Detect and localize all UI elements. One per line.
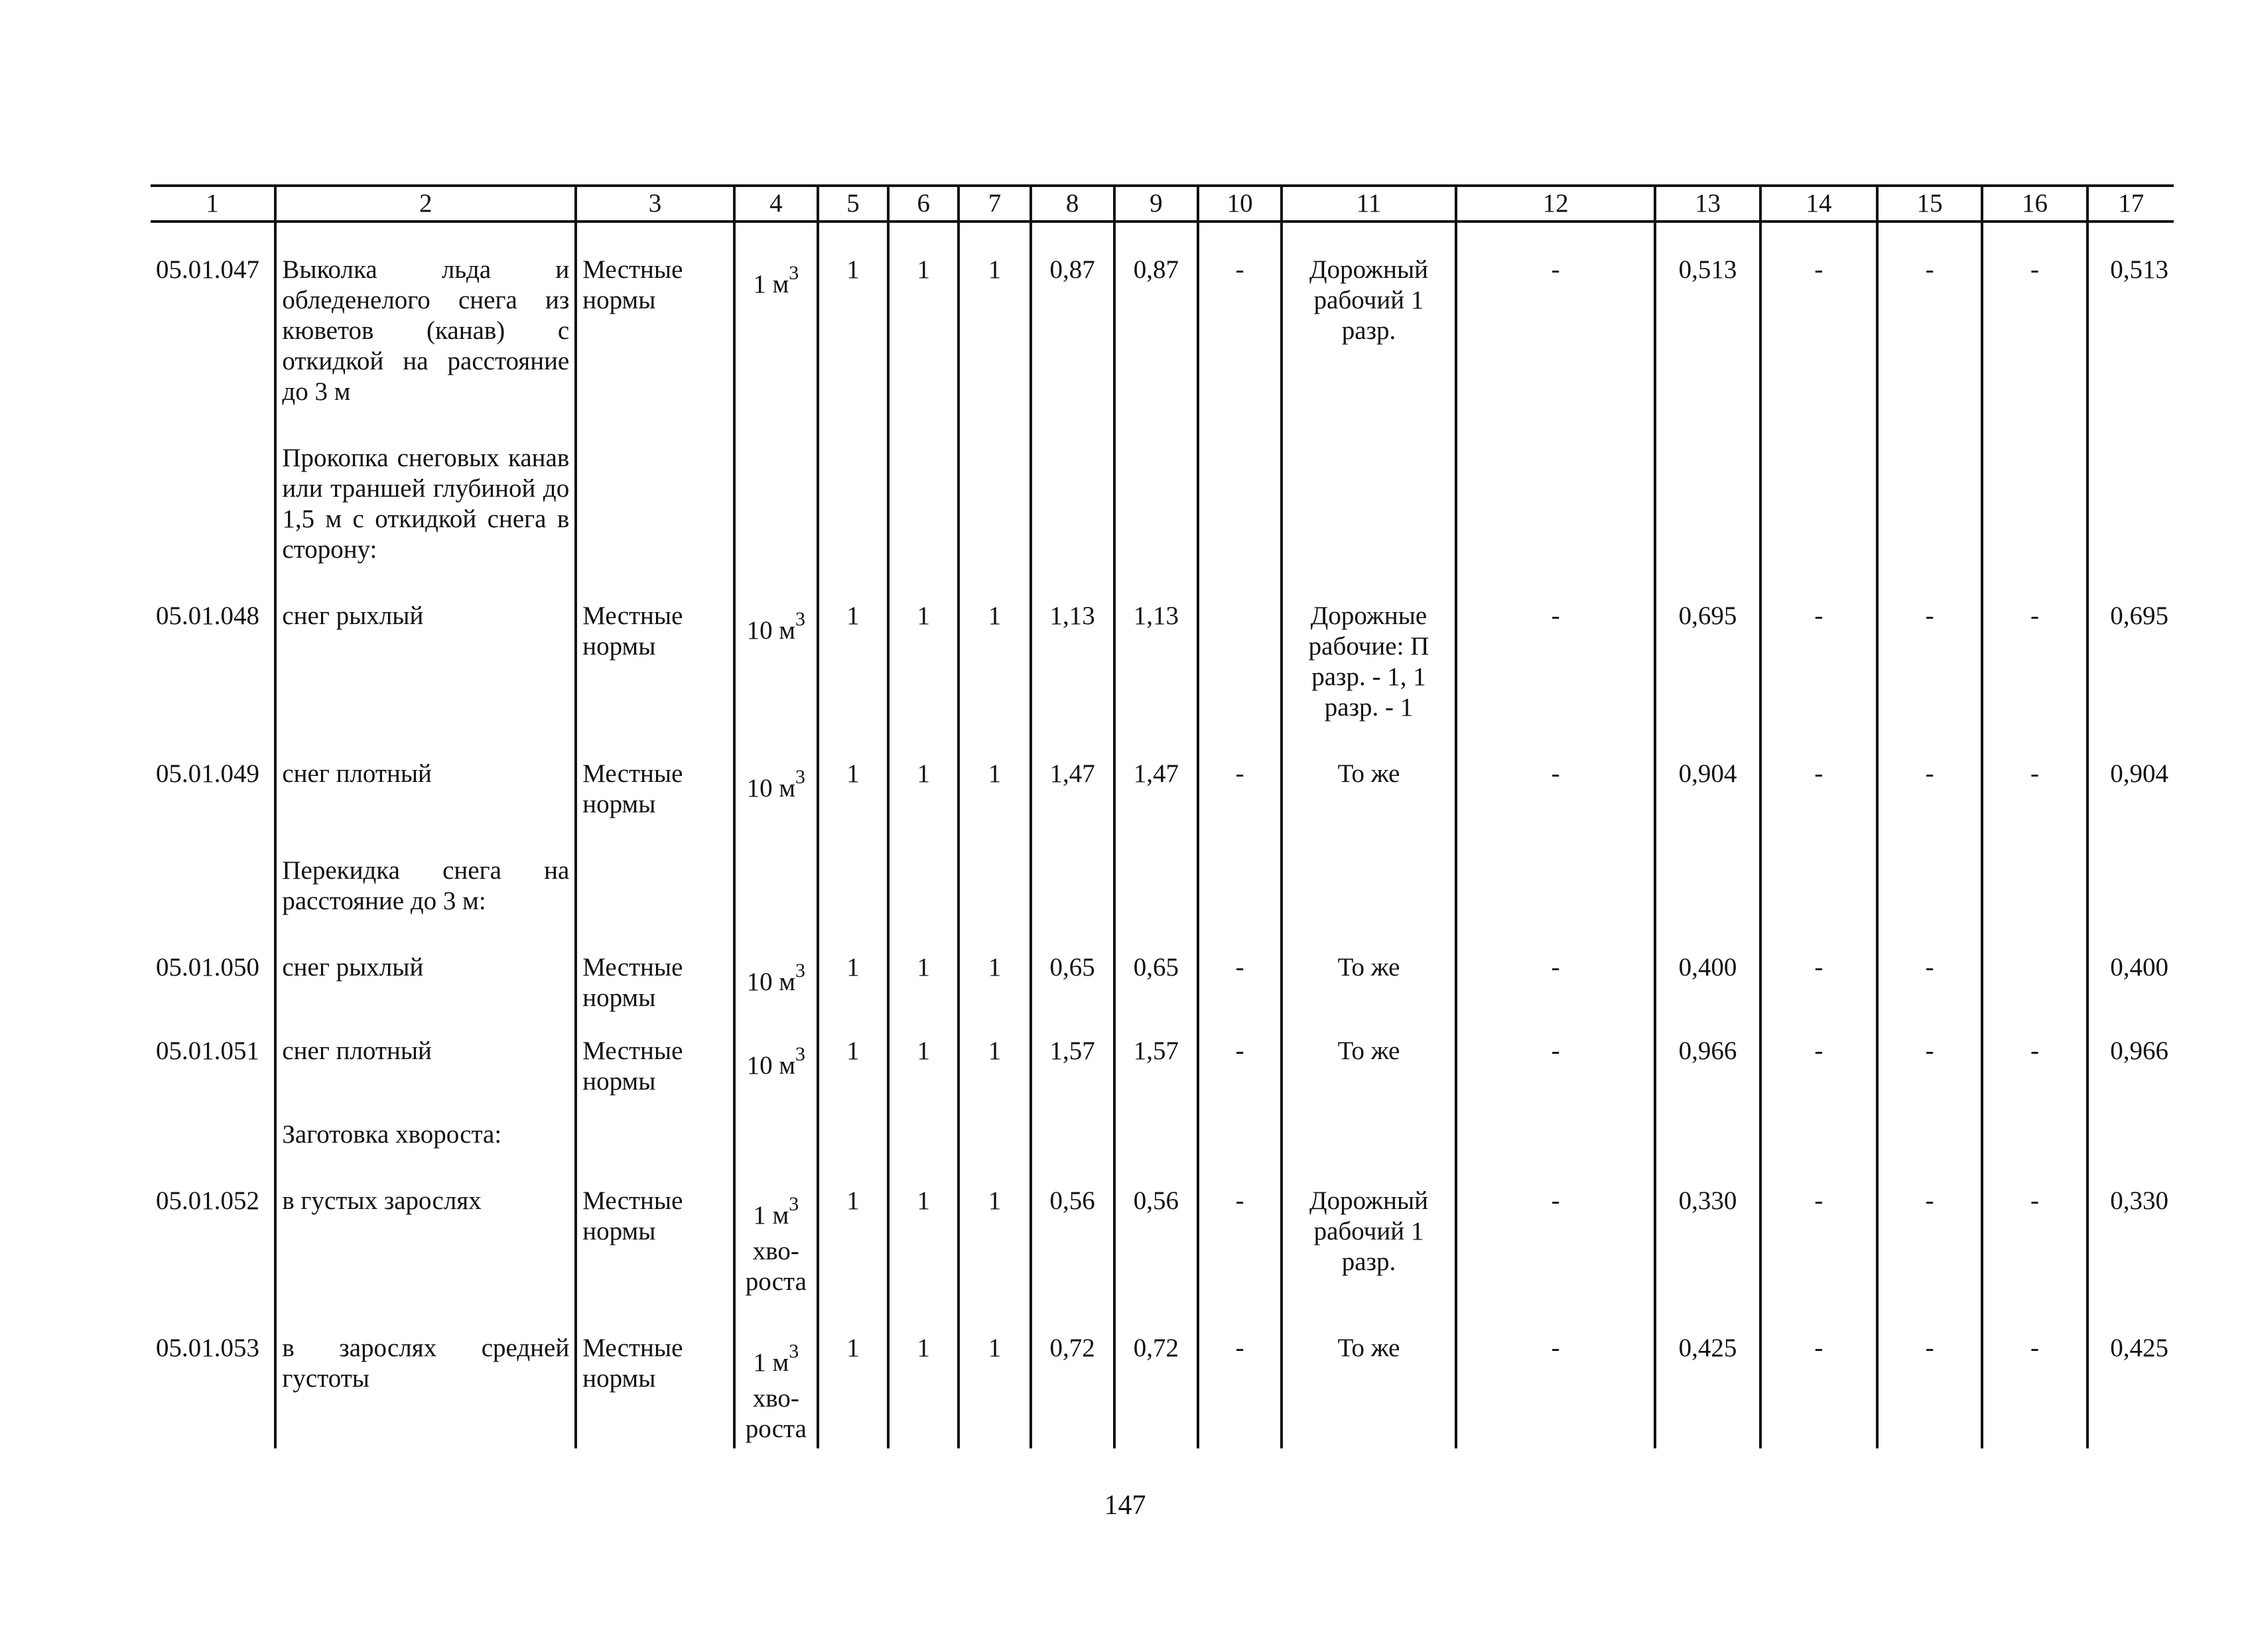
value-cell: - [1877, 727, 1982, 824]
unit-exponent: 3 [795, 960, 806, 982]
value-cell: - [1198, 222, 1282, 411]
value-cell: 0,330 [1655, 1154, 1760, 1301]
value-cell: 0,87 [1114, 222, 1198, 411]
column-header: 5 [818, 186, 888, 222]
unit-extra: хво- роста [745, 1384, 807, 1443]
value-cell: - [1456, 727, 1656, 824]
column-header: 4 [734, 186, 818, 222]
value-cell [1877, 1101, 1982, 1154]
value-cell: 0,72 [1031, 1301, 1114, 1448]
value-cell [1877, 824, 1982, 921]
value-cell: 0,72 [1114, 1301, 1198, 1448]
section-row [151, 1101, 2174, 1154]
value-cell: 1 [959, 921, 1030, 1017]
source-cell: Местные нормы [576, 1154, 734, 1301]
value-cell [1031, 824, 1114, 921]
column-header: 6 [888, 186, 959, 222]
value-cell: - [1198, 921, 1282, 1017]
value-cell: 0,400 [1655, 921, 1760, 1017]
value-cell: 1,47 [1031, 727, 1114, 824]
unit-text: 1 м [753, 1201, 789, 1230]
column-header: 8 [1031, 186, 1114, 222]
value-cell: - [1760, 1154, 1877, 1301]
value-cell: 0,966 [1655, 1017, 1760, 1101]
value-cell: - [1877, 921, 1982, 1017]
code-cell: 05.01.050 [151, 921, 275, 1017]
column-header: 1 [151, 186, 275, 222]
value-cell: - [1760, 727, 1877, 824]
value-cell [1655, 1101, 1760, 1154]
page-number: 147 [1104, 1490, 1146, 1521]
table-row [151, 1154, 2174, 1301]
value-cell: - [1760, 222, 1877, 411]
value-cell: 0,695 [2087, 569, 2174, 727]
source-cell: Местные нормы [576, 569, 734, 727]
value-cell: - [1982, 1017, 2087, 1101]
column-header: 11 [1282, 186, 1456, 222]
workers-cell: Дорожные рабочие: П разр. - 1, 1 разр. - 1 [1282, 569, 1456, 727]
name-cell: Прокопка снеговых канав или траншей глубиной до 1,5 м с откидкой снега в сторону: [275, 411, 576, 569]
value-cell [818, 1101, 888, 1154]
value-cell [959, 411, 1030, 569]
value-cell: - [1456, 1017, 1656, 1101]
value-cell [1982, 411, 2087, 569]
value-cell: - [1198, 1017, 1282, 1101]
value-cell [1114, 411, 1198, 569]
value-cell: 1 [959, 727, 1030, 824]
name-cell: снег рыхлый [275, 921, 576, 1017]
column-header: 17 [2087, 186, 2174, 222]
unit-extra: хво- роста [745, 1237, 807, 1296]
workers-cell: То же [1282, 1017, 1456, 1101]
value-cell [1456, 411, 1656, 569]
unit-cell [734, 411, 818, 569]
value-cell: - [1982, 727, 2087, 824]
unit-text: 10 м [746, 616, 796, 645]
value-cell: - [1198, 727, 1282, 824]
unit-cell [734, 222, 818, 411]
value-cell [1198, 1101, 1282, 1154]
unit-text: 10 м [746, 774, 796, 802]
unit-cell [734, 1301, 818, 1448]
value-cell: 1 [888, 727, 959, 824]
column-header: 7 [959, 186, 1030, 222]
code-cell: 05.01.049 [151, 727, 275, 824]
header-row [151, 186, 2174, 222]
value-cell: 1 [959, 222, 1030, 411]
value-cell: 1 [818, 921, 888, 1017]
code-cell [151, 1101, 275, 1154]
value-cell: 0,400 [2087, 921, 2174, 1017]
name-cell: Перекидка снега на расстояние до 3 м: [275, 824, 576, 921]
workers-cell: То же [1282, 921, 1456, 1017]
value-cell [2087, 411, 2174, 569]
source-cell [576, 824, 734, 921]
unit-cell [734, 1017, 818, 1101]
value-cell: 0,65 [1031, 921, 1114, 1017]
value-cell: 1 [888, 222, 959, 411]
value-cell [818, 411, 888, 569]
table-row [151, 1301, 2174, 1448]
value-cell [1760, 411, 1877, 569]
code-cell: 05.01.052 [151, 1154, 275, 1301]
name-cell: снег рыхлый [275, 569, 576, 727]
value-cell [888, 824, 959, 921]
source-cell: Местные нормы [576, 727, 734, 824]
value-cell: - [1877, 222, 1982, 411]
value-cell: - [1877, 1154, 1982, 1301]
code-cell: 05.01.051 [151, 1017, 275, 1101]
value-cell: 1 [959, 569, 1030, 727]
value-cell: 0,513 [2087, 222, 2174, 411]
code-cell: 05.01.048 [151, 569, 275, 727]
value-cell: 0,966 [2087, 1017, 2174, 1101]
value-cell: 1 [818, 1017, 888, 1101]
name-cell: Выколка льда и обледенелого снега из кюветов (канав) с откидкой на расстояние до 3 м [275, 222, 576, 411]
value-cell: - [1456, 222, 1656, 411]
code-cell: 05.01.053 [151, 1301, 275, 1448]
value-cell: 1 [818, 222, 888, 411]
workers-cell [1282, 824, 1456, 921]
value-cell: 0,56 [1031, 1154, 1114, 1301]
value-cell: - [1760, 1017, 1877, 1101]
code-cell: 05.01.047 [151, 222, 275, 411]
unit-text: 10 м [746, 968, 796, 996]
unit-cell [734, 921, 818, 1017]
value-cell: - [1760, 569, 1877, 727]
value-cell: 0,65 [1114, 921, 1198, 1017]
value-cell: 0,904 [2087, 727, 2174, 824]
value-cell: 1 [818, 1154, 888, 1301]
unit-exponent: 3 [795, 766, 806, 788]
value-cell [1760, 824, 1877, 921]
value-cell [2087, 1101, 2174, 1154]
value-cell [1655, 824, 1760, 921]
column-header: 10 [1198, 186, 1282, 222]
value-cell [1877, 411, 1982, 569]
name-cell: снег плотный [275, 1017, 576, 1101]
value-cell: - [1982, 222, 2087, 411]
table-row [151, 727, 2174, 824]
value-cell: - [1877, 1017, 1982, 1101]
value-cell: 1 [959, 1154, 1030, 1301]
value-cell: 0,56 [1114, 1154, 1198, 1301]
value-cell [1031, 1101, 1114, 1154]
value-cell: 1 [888, 569, 959, 727]
workers-cell: Дорожный рабочий 1 разр. [1282, 222, 1456, 411]
value-cell: - [1456, 1154, 1656, 1301]
value-cell [1982, 1101, 2087, 1154]
unit-exponent: 3 [795, 608, 806, 630]
value-cell: - [1877, 569, 1982, 727]
value-cell: - [1456, 1301, 1656, 1448]
value-cell [888, 411, 959, 569]
value-cell [959, 1101, 1030, 1154]
unit-cell [734, 727, 818, 824]
value-cell: 1 [818, 727, 888, 824]
unit-cell [734, 569, 818, 727]
unit-exponent: 3 [789, 1340, 799, 1362]
workers-cell: Дорожный рабочий 1 разр. [1282, 1154, 1456, 1301]
value-cell [818, 824, 888, 921]
value-cell: 1 [959, 1301, 1030, 1448]
value-cell: 1 [888, 921, 959, 1017]
value-cell: 1 [818, 569, 888, 727]
value-cell [1655, 411, 1760, 569]
value-cell [1982, 921, 2087, 1017]
value-cell [1198, 569, 1282, 727]
value-cell: - [1982, 1301, 2087, 1448]
value-cell: 1 [888, 1017, 959, 1101]
value-cell: 0,330 [2087, 1154, 2174, 1301]
column-header: 14 [1760, 186, 1877, 222]
value-cell [1982, 824, 2087, 921]
value-cell: - [1198, 1301, 1282, 1448]
value-cell [1114, 824, 1198, 921]
workers-cell [1282, 411, 1456, 569]
value-cell: 1 [888, 1301, 959, 1448]
column-header: 3 [576, 186, 734, 222]
source-cell [576, 411, 734, 569]
value-cell: - [1982, 1154, 2087, 1301]
value-cell [888, 1101, 959, 1154]
section-row [151, 824, 2174, 921]
value-cell: - [1877, 1301, 1982, 1448]
unit-cell [734, 1154, 818, 1301]
name-cell: в густых зарослях [275, 1154, 576, 1301]
value-cell: 0,904 [1655, 727, 1760, 824]
unit-cell [734, 1101, 818, 1154]
value-cell [1114, 1101, 1198, 1154]
name-cell: Заготовка хвороста: [275, 1101, 576, 1154]
table-row [151, 222, 2174, 411]
value-cell: - [1198, 1154, 1282, 1301]
workers-cell: То же [1282, 1301, 1456, 1448]
column-header: 13 [1655, 186, 1760, 222]
unit-cell [734, 824, 818, 921]
unit-text: 1 м [753, 1348, 789, 1377]
value-cell: 0,695 [1655, 569, 1760, 727]
value-cell: 1 [888, 1154, 959, 1301]
value-cell: 1,13 [1031, 569, 1114, 727]
value-cell [1198, 411, 1282, 569]
value-cell [959, 824, 1030, 921]
column-header: 9 [1114, 186, 1198, 222]
value-cell: 0,513 [1655, 222, 1760, 411]
workers-cell [1282, 1101, 1456, 1154]
value-cell: - [1982, 569, 2087, 727]
column-header: 16 [1982, 186, 2087, 222]
value-cell [1031, 411, 1114, 569]
value-cell [2087, 824, 2174, 921]
unit-exponent: 3 [795, 1043, 806, 1065]
value-cell: 0,87 [1031, 222, 1114, 411]
value-cell: - [1760, 921, 1877, 1017]
source-cell [576, 1101, 734, 1154]
value-cell [1456, 1101, 1656, 1154]
value-cell: 1 [959, 1017, 1030, 1101]
unit-text: 1 м [753, 270, 789, 298]
value-cell: 1,57 [1031, 1017, 1114, 1101]
table-row [151, 1017, 2174, 1101]
table-body [151, 222, 2174, 1448]
value-cell: - [1456, 569, 1656, 727]
norms-table [151, 184, 2174, 1448]
source-cell: Местные нормы [576, 1017, 734, 1101]
column-header: 2 [275, 186, 576, 222]
value-cell: 0,425 [1655, 1301, 1760, 1448]
unit-exponent: 3 [789, 1193, 799, 1215]
value-cell: 1,57 [1114, 1017, 1198, 1101]
code-cell [151, 824, 275, 921]
value-cell [1198, 824, 1282, 921]
column-header: 12 [1456, 186, 1656, 222]
table-row [151, 921, 2174, 1017]
value-cell [1456, 824, 1656, 921]
value-cell: 1,13 [1114, 569, 1198, 727]
source-cell: Местные нормы [576, 921, 734, 1017]
section-row [151, 411, 2174, 569]
source-cell: Местные нормы [576, 222, 734, 411]
code-cell [151, 411, 275, 569]
value-cell [1760, 1101, 1877, 1154]
table-row [151, 569, 2174, 727]
value-cell: - [1456, 921, 1656, 1017]
source-cell: Местные нормы [576, 1301, 734, 1448]
value-cell: - [1760, 1301, 1877, 1448]
value-cell: 1,47 [1114, 727, 1198, 824]
unit-text: 10 м [746, 1051, 796, 1080]
workers-cell: То же [1282, 727, 1456, 824]
name-cell: в зарослях средней густоты [275, 1301, 576, 1448]
value-cell: 1 [818, 1301, 888, 1448]
unit-exponent: 3 [789, 262, 799, 284]
name-cell: снег плотный [275, 727, 576, 824]
value-cell: 0,425 [2087, 1301, 2174, 1448]
column-header: 15 [1877, 186, 1982, 222]
